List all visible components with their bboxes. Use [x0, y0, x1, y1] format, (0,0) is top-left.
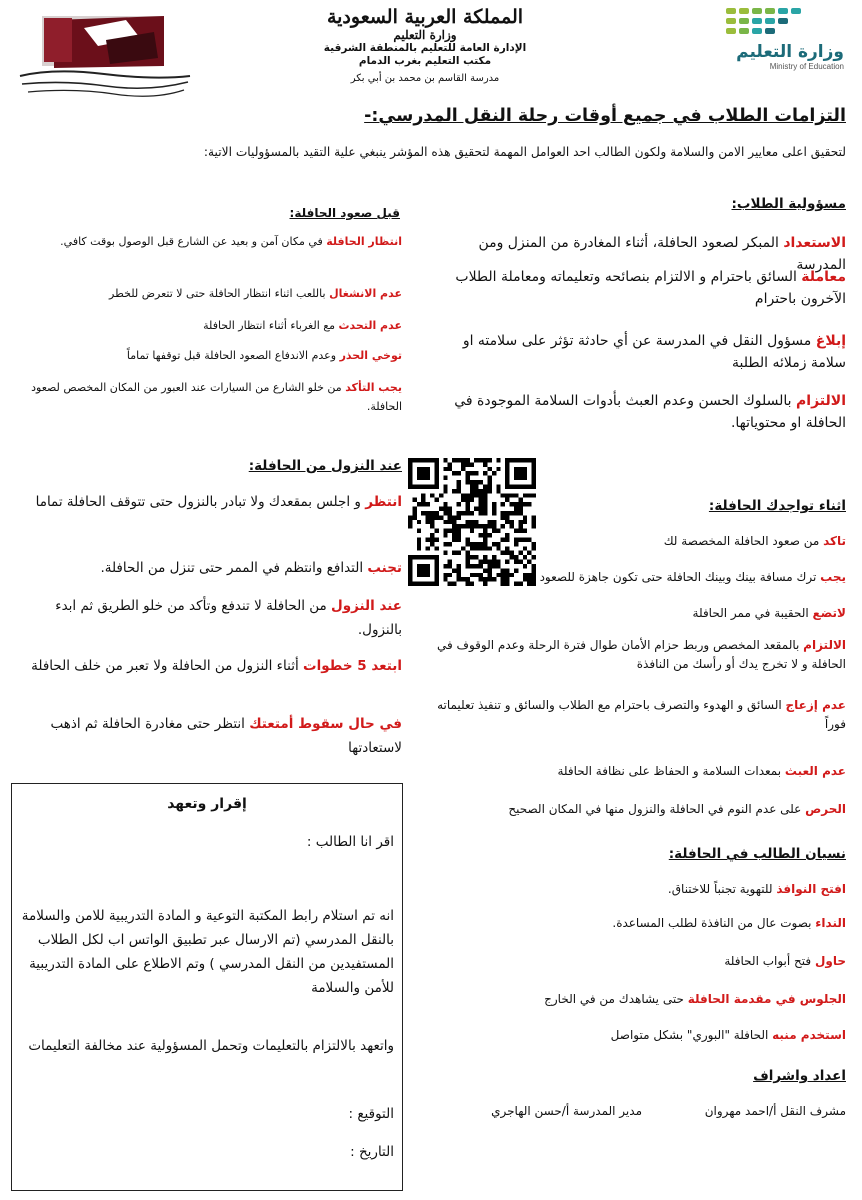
- education-directorate: الإدارة العامة للتعليم بالمنطقة الشرقية: [323, 42, 527, 54]
- item-key: الحرص: [805, 802, 846, 816]
- before-boarding-item: [14, 316, 402, 335]
- getting-off-item: [14, 654, 402, 678]
- item-text: بالسلوك الحسن وعدم العبث بأدوات السلامة الموجودة في الحافلة او محتوياتها.: [454, 393, 846, 431]
- pledge-statement: انه تم استلام رابط المكتبة التوعية و المادة التدريبية للامن والسلامة بالنقل المدرسي (تم الارسال عبر تطبيق الواتس اب لكل الطلاب المستفيدين من النقل المدرسي ) وتم الاطلاع على المادة التدريبية للأمن والسلامة: [21, 908, 394, 996]
- item-text: وعدم الاندفاع الصعود الحافلة قبل توقفها تماماً: [126, 349, 340, 362]
- getting-off-item: [14, 594, 402, 642]
- qr-code-graphic: [408, 458, 536, 586]
- on-bus-item: [426, 568, 846, 587]
- on-bus-heading: اثناء تواجدك الحافلة:: [708, 498, 846, 514]
- pledge-title: إقرار وتعهد: [167, 796, 247, 812]
- school-logo: [14, 10, 196, 100]
- item-text: بمعدات السلامة و الحفاظ على نظافة الحافلة: [557, 764, 785, 778]
- principal-name: مدير المدرسة أ/حسن الهاجري: [491, 1104, 642, 1118]
- qr-code[interactable]: [408, 458, 536, 586]
- item-key: حاول: [814, 954, 846, 968]
- pledge-box: [11, 783, 403, 1191]
- forgotten-item: [426, 990, 846, 1009]
- pledge-student-line: اقر انا الطالب :: [306, 834, 394, 850]
- student-responsibility-heading: مسؤولية الطلاب:: [731, 196, 846, 212]
- item-key: الاستعداد: [783, 235, 846, 251]
- item-key: انتظار الحافلة: [326, 235, 402, 248]
- item-text: ترك مسافة بينك وبينك الحافلة حتى تكون جاهزة للصعود: [539, 570, 821, 584]
- item-text: بالمقعد المخصص وربط حزام الأمان طوال فترة الرحلة وعدم الوقوف في الحافلة و لا تخرج يدك أو رأسك من النافذة: [436, 638, 846, 671]
- item-key: توخي الحذر: [339, 349, 402, 362]
- item-text: باللعب اثناء انتظار الحافلة حتى لا تتعرض للخطر: [109, 287, 330, 300]
- item-text: الحقيبة في ممر الحافلة: [692, 606, 813, 620]
- item-text: المبكر لصعود الحافلة، أثناء المغادرة من المنزل ومن المدرسة: [478, 235, 846, 273]
- on-bus-item: [426, 762, 846, 781]
- on-bus-item: [426, 604, 846, 623]
- item-text: للتهوية تجنباً للاختناق.: [667, 882, 777, 896]
- official-header: [290, 6, 560, 85]
- item-text: على عدم النوم في الحافلة والنزول منها في المكان الصحيح: [508, 802, 806, 816]
- getting-off-item: [14, 490, 402, 514]
- item-key: استخدم منبه: [772, 1028, 846, 1042]
- getting-off-item: [14, 712, 402, 760]
- forgotten-item: [426, 952, 846, 971]
- item-key: تاكد: [823, 534, 846, 548]
- on-bus-item: [426, 800, 846, 819]
- school-name: مدرسة القاسم بن محمد بن أبي بكر: [350, 73, 500, 84]
- item-key: لاتضع: [812, 606, 846, 620]
- item-text: الحافلة "البوري" بشكل متواصل: [610, 1028, 773, 1042]
- page-title: التزامات الطلاب في جميع أوقات رحلة النقل المدرسي:-: [364, 106, 846, 126]
- forgotten-item: [426, 914, 846, 933]
- prepared-by-heading: اعداد واشراف: [753, 1068, 846, 1084]
- getting-off-heading: عند النزول من الحافلة:: [248, 458, 402, 474]
- item-key: عدم التحدث: [338, 319, 402, 332]
- forgotten-item: [426, 1026, 846, 1045]
- before-boarding-item: [14, 346, 402, 365]
- item-key: الجلوس في مقدمة الحافلة: [687, 992, 846, 1006]
- school-logo-emblem: [14, 10, 196, 100]
- on-bus-item: [426, 636, 846, 674]
- intro-text: لتحقيق اعلى معايير الامن والسلامة ولكون الطالب احد العوامل المهمة لتحقيق هذه المؤشر ينبغي علية التقيد بالمسؤوليات الاتية:: [203, 145, 846, 159]
- item-key: انتظر: [365, 494, 402, 510]
- item-text: و اجلس بمقعدك ولا تبادر بالنزول حتى تتوقف الحافلة تماما: [35, 494, 366, 510]
- item-text: من خلو الشارع من السيارات عند العبور من المكان المخصص لصعود الحافلة.: [31, 381, 402, 413]
- before-boarding-item: [14, 284, 402, 303]
- pledge-commitment: واتعهد بالالتزام بالتعليمات وتحمل المسؤولية عند مخالفة التعليمات: [28, 1038, 394, 1054]
- pledge-date[interactable]: التاريخ :: [350, 1144, 394, 1160]
- item-text: بصوت عال من النافذة لطلب المساعدة.: [612, 916, 816, 930]
- ministry-logo: [726, 8, 844, 100]
- before-boarding-item: [14, 378, 402, 416]
- item-key: يجب التأكد: [345, 381, 402, 394]
- item-key: في حال سقوط أمتعتك: [249, 716, 402, 732]
- item-text: أثناء النزول من الحافلة ولا تعبر من خلف الحافلة: [31, 658, 304, 674]
- item-text: مسؤول النقل في المدرسة عن أي حادثة تؤثر على سلامته او سلامة زملائه الطلبة: [462, 333, 846, 371]
- ministry-name: وزارة التعليم: [393, 28, 457, 42]
- on-bus-item: [426, 696, 846, 734]
- item-key: الالتزام: [803, 638, 846, 652]
- getting-off-item: [14, 556, 402, 580]
- item-key: عدم الانشغال: [329, 287, 402, 300]
- kingdom-name: المملكة العربية السعودية: [326, 6, 524, 28]
- item-key: يجب: [820, 570, 846, 584]
- forgotten-item: [426, 880, 846, 899]
- responsibility-item: [436, 266, 846, 310]
- item-text: في مكان آمن و بعيد عن الشارع قبل الوصول بوقت كافي.: [60, 235, 327, 248]
- item-key: إبلاغ: [815, 333, 846, 349]
- ministry-logo-name-ar: وزارة التعليم: [736, 42, 844, 62]
- responsibility-item: [436, 390, 846, 434]
- item-text: حتى يشاهدك من في الخارج: [544, 992, 688, 1006]
- item-text: من الحافلة لا تندفع وتأكد من خلو الطريق ثم ابدء بالنزول.: [55, 598, 402, 638]
- item-key: عدم إزعاج: [785, 698, 846, 712]
- item-key: تجنب: [367, 560, 402, 576]
- education-office: مكتب التعليم بغرب الدمام: [358, 55, 492, 67]
- item-key: الالتزام: [796, 393, 846, 409]
- item-text: انتظر حتى مغادرة الحافلة ثم اذهب لاستعادتها: [50, 716, 402, 756]
- item-text: مع الغرباء أثناء انتظار الحافلة: [203, 319, 339, 332]
- forgotten-heading: نسيان الطالب في الحافلة:: [668, 846, 846, 862]
- item-text: السائق و الهدوء والتصرف باحترام مع الطلاب والسائق و تنفيذ تعليماته فوراً: [437, 698, 846, 731]
- item-key: النداء: [815, 916, 846, 930]
- pledge-signature[interactable]: التوقيع :: [348, 1106, 394, 1122]
- ministry-logo-name-en: Ministry of Education: [769, 62, 844, 71]
- ministry-logo-mark: [726, 8, 844, 34]
- item-key: عند النزول: [331, 598, 402, 614]
- before-boarding-heading: قبل صعود الحافلة:: [289, 206, 400, 220]
- item-key: معاملة: [801, 269, 846, 285]
- before-boarding-item: [14, 232, 402, 251]
- item-key: عدم العبث: [784, 764, 846, 778]
- on-bus-item: [426, 532, 846, 551]
- item-text: فتح أبواب الحافلة: [724, 954, 815, 968]
- item-text: التدافع وانتظم في الممر حتى تنزل من الحافلة.: [100, 560, 368, 576]
- responsibility-item: [436, 330, 846, 374]
- item-text: من صعود الحافلة المخصصة لك: [663, 534, 824, 548]
- item-key: ابتعد 5 خطوات: [303, 658, 402, 674]
- item-key: افتح النوافذ: [776, 882, 846, 896]
- supervisor-name: مشرف النقل أ/احمد مهروان: [704, 1104, 846, 1118]
- item-text: السائق باحترام و الالتزام بنصائحه وتعليماته ومعاملة الطلاب الآخرون باحترام: [455, 269, 846, 307]
